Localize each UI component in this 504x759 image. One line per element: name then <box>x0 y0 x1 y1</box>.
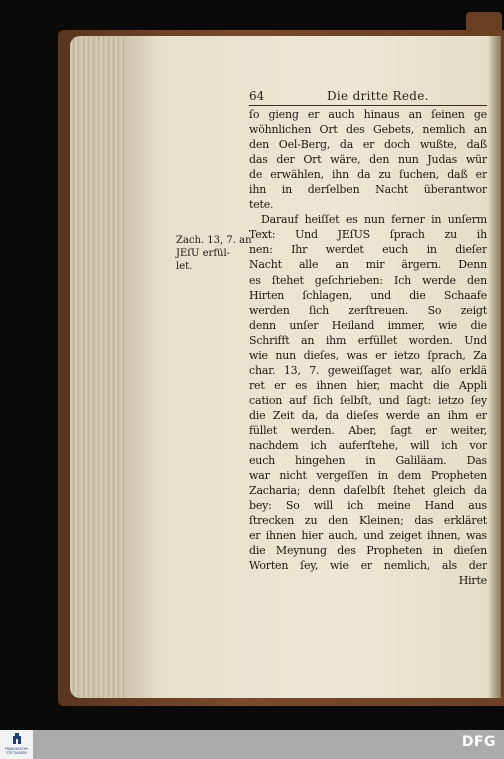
page-number: 64 <box>249 89 265 103</box>
margin-note-line: Zach. 13, 7. an <box>176 235 252 246</box>
text-line: wie nun dieſes, was er ietzo ſprach, Za <box>249 348 487 362</box>
text-line: ret er es ihnen hier, macht die Appli <box>249 378 487 392</box>
text-line: er ihnen hier auch, und zeiget ihnen, was <box>249 529 487 543</box>
text-line: Hirten ſchlagen, und die Schaafe <box>249 288 487 302</box>
text-line: bey: So will ich meine Hand aus <box>249 499 487 513</box>
text-line: nachdem ich auferſtehe, will ich vor <box>249 439 487 453</box>
text-line: wöhnlichen Ort des Gebets, nemlich an <box>249 123 487 137</box>
text-line: ſtrecken zu den Kleinen; das erkläret <box>249 514 487 528</box>
page-edges <box>70 36 132 698</box>
text-line: ihn in derſelben Nacht überantwor <box>249 183 487 197</box>
text-line: die Meynung des Propheten in dieſen <box>249 544 487 558</box>
building-icon <box>12 733 22 745</box>
text-line: char. 13, 7. geweiſſaget war, alſo erklä <box>249 363 487 377</box>
text-line: euch hingehen in Galiläam. Das <box>249 454 487 468</box>
text-line: war nicht vergeſſen in dem Propheten <box>249 469 487 483</box>
text-line: de erwählen, ihn da zu ſuchen, daß er <box>249 168 487 182</box>
text-line: Zacharia; denn daſelbſt ſtehet gleich da <box>249 484 487 498</box>
body-text <box>249 107 487 589</box>
text-line: füllet werden. Aber, ſagt er weiter, <box>249 423 487 437</box>
dfg-logo: DFG <box>461 734 496 750</box>
text-line: Schrifft an ihm erfüllet worden. Und <box>249 333 487 347</box>
running-head: Die dritte Rede. <box>327 89 429 103</box>
text-line: Nacht alle an mir ärgern. Denn <box>249 258 487 272</box>
library-logo <box>0 730 33 759</box>
text-line: cation auf ſich ſelbſt, und ſagt: ietzo ſey <box>249 393 487 407</box>
margin-note-line: JEſU erfül- <box>176 248 231 259</box>
viewer-footer-bar <box>0 730 504 759</box>
text-line: Worten ſey, wie er nemlich, als der <box>249 559 487 573</box>
page-header <box>249 89 487 106</box>
text-line: es ſtehet geſchrieben: Ich werde den <box>249 273 487 287</box>
text-line: denn unſer Heiland immer, wie die <box>249 318 487 332</box>
page-gutter-shadow <box>489 36 501 698</box>
text-line: werden ſich zerſtreuen. So zeigt <box>249 303 487 317</box>
margin-note-line: let. <box>176 261 193 272</box>
margin-note <box>176 234 252 273</box>
text-line: Text: Und JEſUS ſprach zu ih <box>249 228 487 242</box>
text-line: Darauf heiſſet es nun ferner in unſerm <box>261 213 487 227</box>
catchword: Hirte <box>458 574 487 588</box>
book-cover-corner <box>466 12 502 38</box>
text-line: den Oel-Berg, da er doch wußte, daß <box>249 138 487 152</box>
text-line: die Zeit da, da dieſes werde an ihm er <box>249 408 487 422</box>
text-line: das der Ort wäre, den nun Judas wür <box>249 153 487 167</box>
text-line: nen: Ihr werdet euch in dieſer <box>249 243 487 257</box>
logo-text: FRANCKESCHE STIFTUNGEN <box>4 747 29 755</box>
text-line: ſo gieng er auch hinaus an ſeinen ge <box>249 108 487 121</box>
text-line: tete. <box>249 198 274 212</box>
